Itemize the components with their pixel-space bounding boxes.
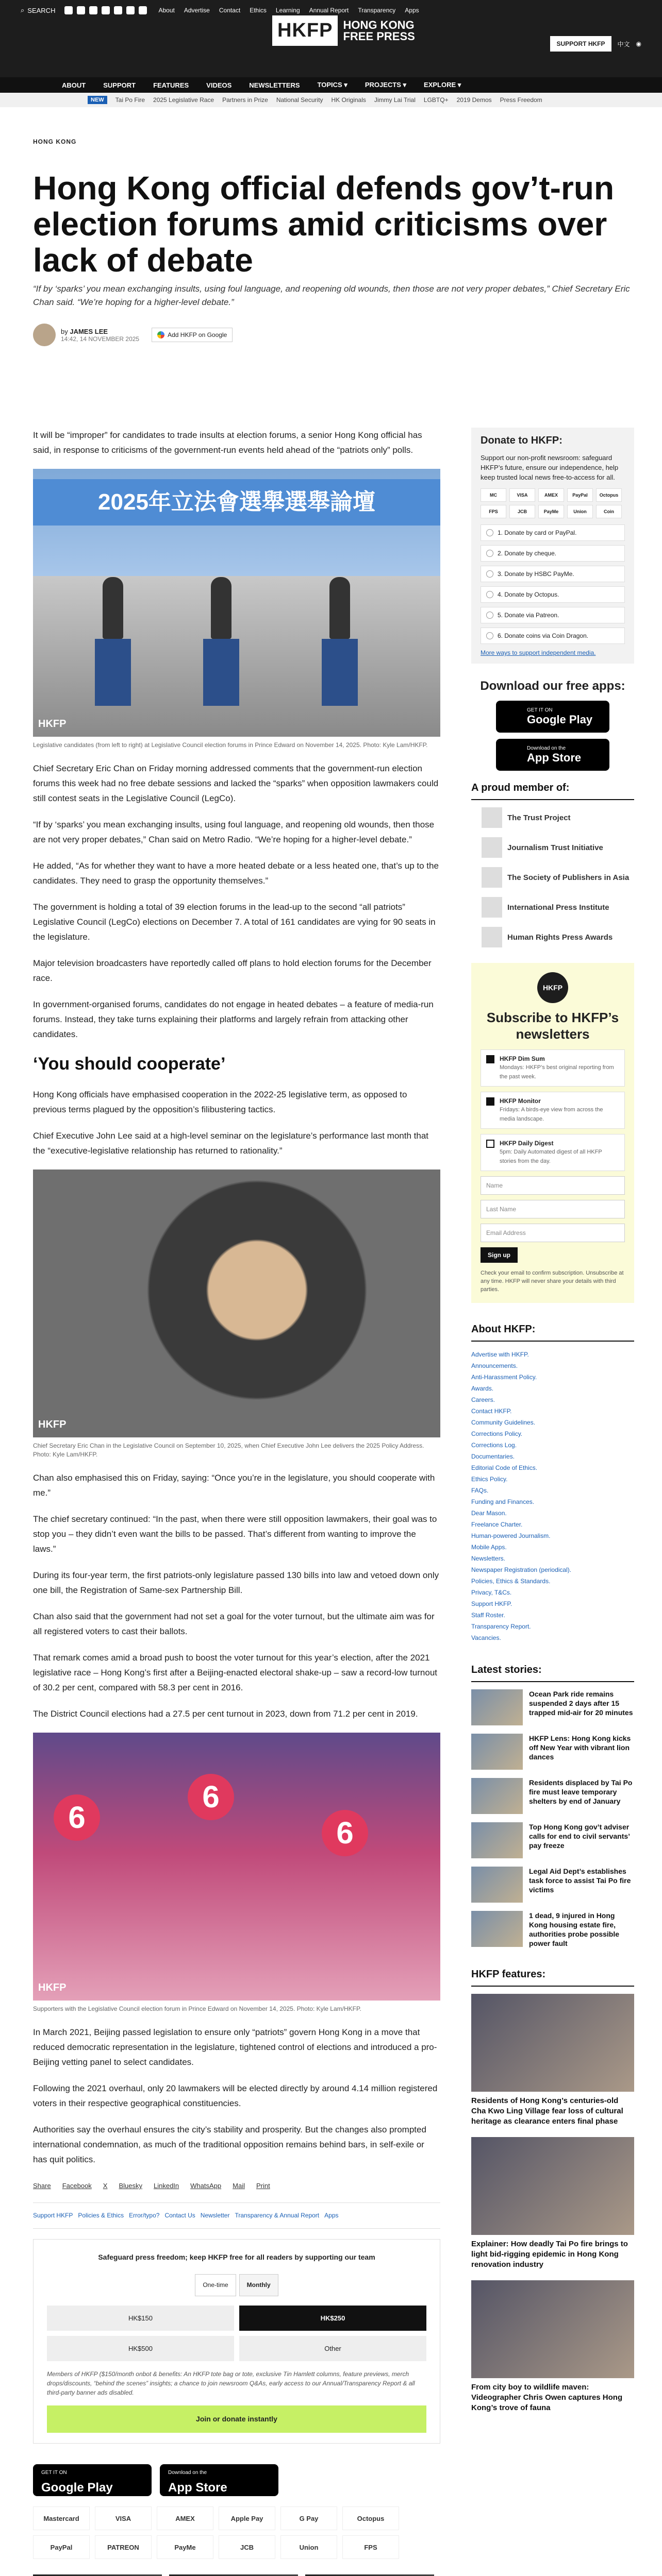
footer-app-badges (33, 2464, 440, 2496)
main-nav (0, 77, 662, 93)
paragraph: The government is holding a total of 39 election forums in the lead-up to the second “all patriots” Legislative Council (LegCo) elections on December 7. A total of 161 candidates are vying for 90 seats in the legislature. (33, 902, 436, 942)
radio-icon (486, 591, 493, 598)
amount-option[interactable]: Other (239, 2336, 426, 2361)
nav-videos[interactable]: VIDEOS (206, 81, 232, 89)
org-logo-icon (482, 927, 502, 947)
sidebar-google-play[interactable] (496, 701, 609, 733)
latest-story[interactable] (471, 1911, 634, 1948)
share-x[interactable]: X (103, 2182, 108, 2190)
card-logo: JCB (509, 505, 535, 518)
proud-member-title: A proud member of: (471, 777, 634, 800)
share-whatsapp[interactable]: WhatsApp (190, 2182, 222, 2190)
story-thumbnail (471, 1822, 523, 1858)
about-link[interactable]: Community Guidelines. (471, 1419, 536, 1426)
feature-image (471, 2137, 634, 2235)
about-link[interactable]: Policies, Ethics & Standards. (471, 1578, 551, 1585)
payment-methods (33, 2506, 440, 2559)
nav-projects[interactable]: PROJECTS ▾ (365, 81, 407, 89)
subnav-item[interactable]: Press Freedom (500, 96, 542, 104)
feature-story[interactable] (471, 2280, 634, 2413)
about-link[interactable]: Contact HKFP. (471, 1408, 512, 1415)
top-link[interactable]: Apps (405, 7, 419, 14)
about-link[interactable]: Dear Mason. (471, 1510, 507, 1517)
feature-title: From city boy to wildlife maven: Videographer Chris Owen captures Hong Kong’s trove of fauna (471, 2383, 623, 2412)
more-ways-link[interactable]: More ways to support independent media. (481, 649, 596, 656)
paragraph: Chief Executive John Lee said at a high-level seminar on the legislature’s performance last month that the “executive-legislative relationship has returned to rationality.” (33, 1131, 429, 1156)
latest-stories (471, 1689, 634, 1948)
story-thumbnail (471, 1734, 523, 1770)
photo-caption: Supporters with the Legislative Council election forum in Prince Edward on November 14, 2025. Photo: Kyle Lam/HKFP. (33, 2005, 361, 2012)
nav-explore[interactable]: EXPLORE ▾ (424, 81, 461, 89)
donate-option-label: 1. Donate by card or PayPal. (498, 529, 577, 536)
candidate-figure (329, 577, 350, 639)
checkbox-unchecked[interactable] (486, 1140, 494, 1148)
podium (95, 639, 131, 706)
about-link[interactable]: Vacancies. (471, 1634, 501, 1641)
support-hkfp-button[interactable]: SUPPORT HKFP (550, 36, 611, 52)
share-mail[interactable]: Mail (233, 2182, 245, 2190)
feature-title: Residents of Hong Kong’s centuries-old Cha Kwo Ling Village fear loss of cultural heritage as clearance enters final phase (471, 2096, 623, 2126)
social-links (64, 6, 147, 14)
search-button[interactable] (21, 6, 55, 14)
google-play-big: Google Play (527, 713, 593, 726)
paragraph: In government-organised forums, candidates do not engage in heated debates – a feature of media-run forums. Instead, they take turns explaining their platforms and largely refrain from attacking other candidates. (33, 999, 434, 1039)
bluesky-icon[interactable] (126, 6, 135, 14)
sidebar-donate-lead: Support our non-profit newsroom: safeguard HKFP’s future, ensure our independence, help keep trusted local news free-to-access for all. (481, 454, 619, 481)
name-field[interactable]: Name (481, 1176, 625, 1195)
donation-frequency-tabs (47, 2274, 426, 2296)
nav-about[interactable]: ABOUT (62, 81, 86, 89)
story-thumbnail (471, 1911, 523, 1947)
search-label: SEARCH (27, 6, 56, 14)
youtube-icon[interactable] (102, 6, 110, 14)
app-store-small: Download on the (168, 2470, 207, 2476)
subnav-item[interactable]: Jimmy Lai Trial (374, 96, 416, 104)
org-logo-icon (482, 837, 502, 858)
latest-title: Latest stories: (471, 1659, 634, 1682)
paragraph: Chan also emphasised this on Friday, saying: “Once you’re in the legislature, you should cooperate with me.” (33, 1473, 435, 1498)
org-logo-icon (482, 867, 502, 888)
radio-icon (486, 529, 493, 536)
sidebar-app-store[interactable] (496, 739, 609, 771)
org-name: The Society of Publishers in Asia (507, 873, 630, 882)
story-title: HKFP Lens: Hong Kong kicks off New Year with vibrant lion dances (529, 1734, 631, 1761)
by-prefix: by (61, 327, 68, 335)
org-logo-icon (482, 897, 502, 918)
amount-option[interactable]: HK$500 (47, 2336, 234, 2361)
app-store-big: App Store (168, 2481, 227, 2495)
donate-option[interactable] (481, 607, 625, 623)
article-photo-eric-chan[interactable] (33, 1170, 440, 1437)
donate-option[interactable] (481, 586, 625, 603)
share-linkedin[interactable]: LinkedIn (154, 2182, 179, 2190)
about-link[interactable]: Human-powered Journalism. (471, 1532, 551, 1539)
radio-icon (486, 570, 493, 578)
instagram-icon[interactable] (89, 6, 97, 14)
top-link[interactable]: Transparency (358, 7, 396, 14)
tab-monthly[interactable]: Monthly (239, 2274, 278, 2296)
subnav-item[interactable]: Partners in Prize (222, 96, 268, 104)
payment-logo: JCB (219, 2535, 275, 2559)
support-links (33, 2202, 440, 2229)
article-body (33, 428, 440, 2576)
article-standfirst: “If by ‘sparks’ you mean exchanging insults, using foul language, and reopening old wounds, then those are not very proper debates,” Chief Secretary Eric Chan said. “We’re hoping for a higher-level debate.” (33, 284, 630, 307)
member-org[interactable] (482, 837, 634, 858)
google-play-small: GET IT ON (41, 2470, 67, 2476)
newsletter-name: HKFP Monitor (500, 1097, 541, 1105)
about-link[interactable]: Mobile Apps. (471, 1544, 507, 1551)
top-links (158, 7, 419, 14)
about-link[interactable]: Documentaries. (471, 1453, 515, 1460)
top-bar (0, 0, 662, 77)
story-thumbnail (471, 1689, 523, 1725)
donate-option-label: 5. Donate via Patreon. (498, 612, 559, 619)
card-logo: Octopus (596, 488, 622, 502)
sidebar (471, 428, 634, 2424)
nav-topics[interactable]: TOPICS ▾ (317, 81, 347, 89)
features-title: HKFP features: (471, 1963, 634, 1987)
nav-newsletters[interactable]: NEWSLETTERS (249, 81, 300, 89)
mail-icon[interactable] (139, 6, 147, 14)
author-name[interactable]: JAMES LEE (70, 327, 108, 335)
payment-logo: VISA (95, 2506, 152, 2530)
paragraph: In March 2021, Beijing passed legislation to ensure only “patriots” govern Hong Kong in a move that reduced democratic representation in the legislature, tightened control of elections and introduced a pro-Beijing vetting panel to select candidates. (33, 2027, 437, 2067)
payment-logo: G Pay (280, 2506, 337, 2530)
amount-option[interactable]: HK$150 (47, 2306, 234, 2331)
support-link[interactable]: Policies & Ethics (78, 2212, 124, 2219)
donate-option[interactable] (481, 524, 625, 541)
card-logo: Coin (596, 505, 622, 518)
radio-icon (486, 550, 493, 557)
support-link[interactable]: Error/typo? (129, 2212, 160, 2219)
site-logo[interactable] (272, 15, 415, 46)
org-name: International Press Institute (507, 903, 609, 912)
card-logo: PayPal (567, 488, 593, 502)
subnav-item[interactable]: National Security (276, 96, 323, 104)
newsletter-desc: Mondays: HKFP’s best original reporting from the past week. (500, 1064, 614, 1080)
about-link[interactable]: Staff Roster. (471, 1612, 505, 1619)
about-link[interactable]: Corrections Log. (471, 1442, 517, 1449)
top-link[interactable]: About (158, 7, 175, 14)
join-donate-button[interactable]: Join or donate instantly (47, 2405, 426, 2433)
nav-support[interactable]: SUPPORT (103, 81, 136, 89)
about-link[interactable]: Privacy, T&Cs. (471, 1589, 512, 1596)
email-field[interactable]: Email Address (481, 1224, 625, 1242)
card-logo: AMEX (538, 488, 564, 502)
top-link[interactable]: Advertise (184, 7, 210, 14)
story-title: 1 dead, 9 injured in Hong Kong housing estate fire, authorities probe possible power fault (529, 1911, 620, 1947)
forum-banner: 2025年立法會選舉選舉論壇 (33, 479, 440, 526)
x-icon[interactable] (64, 6, 73, 14)
paragraph: The District Council elections had a 27.5 per cent turnout in 2023, down from 71.2 per cent in 2019. (33, 1709, 418, 1719)
app-store-big: App Store (527, 751, 582, 764)
member-org[interactable] (482, 897, 634, 918)
photo-caption: Chief Secretary Eric Chan in the Legislative Council on September 10, 2025, when Chief Executive John Lee delivers the 2025 Policy Address. Photo: Kyle Lam/HKFP. (33, 1442, 424, 1458)
newsletter-desc: Fridays: A birds-eye view from across the media landscape. (500, 1107, 603, 1122)
paragraph: Hong Kong officials have emphasised cooperation in the 2022-25 legislative term, as opposed to previous terms plagued by the opposition’s filibustering tactics. (33, 1090, 407, 1114)
sign-up-button[interactable]: Sign up (481, 1247, 518, 1263)
podium (203, 639, 239, 706)
feature-title: Explainer: How deadly Tai Po fire brings to light bid-rigging epidemic in Hong Kong renovation industry (471, 2240, 628, 2269)
top-link[interactable]: Annual Report (309, 7, 349, 14)
newsletter-option[interactable] (481, 1049, 625, 1087)
feature-story[interactable] (471, 2137, 634, 2270)
google-play-button[interactable] (33, 2464, 152, 2496)
member-orgs (482, 807, 634, 947)
google-icon (157, 331, 164, 338)
about-link[interactable]: FAQs. (471, 1487, 489, 1494)
radio-icon (486, 612, 493, 619)
share-bluesky[interactable]: Bluesky (119, 2182, 142, 2190)
sidebar-donate-title: Donate to HKFP: (481, 435, 562, 446)
feature-image (471, 1994, 634, 2092)
paragraph: During its four-year term, the first patriots-only legislature passed 130 bills into law and vetoed down only one bill, the Registration of Same-sex Partnership Bill. (33, 1570, 439, 1595)
donation-title: Safeguard press freedom; keep HKFP free for all readers by supporting our team (98, 2253, 375, 2261)
candidate-figure (211, 577, 231, 639)
author-avatar (33, 324, 56, 346)
paragraph: The chief secretary continued: “In the past, when there were still opposition lawmakers, their goal was to stop you – they didn’t even want the bills to be passed. That’s different from wanting to improve the laws.” (33, 1514, 437, 1554)
publish-date: 14:42, 14 NOVEMBER 2025 (61, 335, 140, 343)
about-link[interactable]: Careers. (471, 1396, 495, 1403)
card-logo: FPS (481, 505, 506, 518)
donate-option-label: 6. Donate coins via Coin Dragon. (498, 632, 589, 639)
member-org[interactable] (482, 867, 634, 888)
facebook-icon[interactable] (77, 6, 85, 14)
share-label: Share (33, 2182, 51, 2190)
paragraph: Chief Secretary Eric Chan on Friday morning addressed comments that the government-run election forums this week had no free debate sessions and lacked the “sparks” when opposition lawmakers could still contest seats in the Legislative Council (LegCo). (33, 764, 439, 803)
story-thumbnail (471, 1867, 523, 1903)
payment-logo: Union (280, 2535, 337, 2559)
top-link[interactable]: Ethics (250, 7, 267, 14)
about-link[interactable]: Support HKFP. (471, 1600, 512, 1607)
support-link[interactable]: Newsletter (200, 2212, 230, 2219)
top-link[interactable]: Learning (275, 7, 300, 14)
number-sign: 6 (322, 1810, 368, 1856)
section-tag[interactable]: HONG KONG (33, 138, 77, 145)
newsletter-option[interactable] (481, 1134, 625, 1171)
payment-logo: FPS (342, 2535, 399, 2559)
payment-logo: PATREON (95, 2535, 152, 2559)
paragraph: He added, “As for whether they want to have a more heated debate or a less heated one, that’s up to the candidates. They need to grasp the opportunity themselves.” (33, 861, 439, 886)
about-link[interactable]: Anti-Harassment Policy. (471, 1374, 537, 1381)
about-link[interactable]: Awards. (471, 1385, 494, 1392)
story-title: Residents displaced by Tai Po fire must leave temporary shelters by end of January (529, 1778, 633, 1805)
latest-story[interactable] (471, 1734, 634, 1770)
paragraph: Following the 2021 overhaul, only 20 lawmakers will be elected directly by around 4.14 million registered voters in their respective geographical constituencies. (33, 2083, 438, 2108)
newsletter-logo: HKFP (537, 972, 568, 1003)
feature-image (471, 2280, 634, 2378)
latest-story[interactable] (471, 1778, 634, 1814)
paragraph: Major television broadcasters have reportedly called off plans to hold election forums for the December race. (33, 958, 432, 983)
org-logo-icon (482, 807, 502, 828)
last-name-field[interactable]: Last Name (481, 1200, 625, 1218)
card-logo: VISA (509, 488, 535, 502)
donation-box (33, 2239, 440, 2444)
article-headline: Hong Kong official defends gov’t-run election forums amid criticisms over lack of debate (33, 170, 615, 279)
support-link[interactable]: Apps (324, 2212, 339, 2219)
newsletter-name: HKFP Daily Digest (500, 1140, 554, 1147)
paragraph: That remark comes amid a broad push to boost the voter turnout for this year’s election, after the 2021 legislative race – Hong Kong’s first after a Beijing-enacted electoral shake-up – saw a record-low turnout of 30.2 per cent, compared with 58.3 per cent in 2016. (33, 1653, 437, 1692)
newsletter-option[interactable] (481, 1092, 625, 1129)
logo-text (343, 20, 415, 42)
logo-mark: HKFP (272, 15, 338, 46)
checkbox-checked[interactable] (486, 1097, 494, 1106)
podium (322, 639, 358, 706)
sidebar-card-logos (481, 488, 625, 518)
subnav-item[interactable]: 2025 Legislative Race (153, 96, 214, 104)
photo-watermark: HKFP (38, 718, 67, 730)
top-link[interactable]: Contact (219, 7, 241, 14)
logo-text-line2: FREE PRESS (343, 29, 415, 43)
article-photo-supporters[interactable] (33, 1733, 440, 2001)
payment-logo: Mastercard (33, 2506, 90, 2530)
about-link[interactable]: Transparency Report. (471, 1623, 531, 1630)
about-link[interactable]: Freelance Charter. (471, 1521, 523, 1528)
donate-option-label: 3. Donate by HSBC PayMe. (498, 570, 574, 578)
card-logo: MC (481, 488, 506, 502)
about-link[interactable]: Editorial Code of Ethics. (471, 1464, 538, 1471)
donate-option-label: 2. Donate by cheque. (498, 550, 557, 557)
sub-nav (0, 93, 662, 107)
donate-option[interactable] (481, 628, 625, 644)
paragraph: Authorities say the overhaul ensures the city’s stability and prosperity. But the changes also prompted international condemnation, as much of the traditional opposition remains behind bars, in self-exile or has quit politics. (33, 2125, 426, 2164)
threads-icon[interactable] (114, 6, 122, 14)
donate-option[interactable] (481, 566, 625, 582)
number-sign: 6 (188, 1774, 234, 1820)
support-link[interactable]: Contact Us (164, 2212, 195, 2219)
org-name: The Trust Project (507, 813, 571, 822)
payment-logo: Apple Pay (219, 2506, 275, 2530)
user-icon[interactable]: ◉ (636, 40, 641, 47)
paragraph: Chan also said that the government had not set a goal for the voter turnout, but the ultimate aim was for all registered voters to cast their ballots. (33, 1612, 435, 1636)
donation-amounts (47, 2306, 426, 2361)
membership-note: Members of HKFP ($150/month onbot & benefits: An HKFP tote bag or tote, exclusive Tin Hamlett columns, feature previews, merch drops/discounts, “behind the scenes” insights; a chance to join newsroom Q&As, early access to our Annual/Transparency Report & all third-party banner ads disabled. (47, 2370, 415, 2396)
article-photo-forum[interactable] (33, 469, 440, 737)
checkbox-checked[interactable] (486, 1055, 494, 1063)
candidate-figure (103, 577, 123, 639)
payment-logo: AMEX (157, 2506, 213, 2530)
share-print[interactable]: Print (256, 2182, 270, 2190)
newsletter-desc: 5pm: Daily Automated digest of all HKFP stories from the day. (500, 1149, 602, 1164)
payment-logo: PayMe (157, 2535, 213, 2559)
latest-story[interactable] (471, 1822, 634, 1858)
photo-watermark: HKFP (38, 1419, 67, 1430)
follow-label: Add HKFP on Google (168, 331, 227, 338)
donate-option-label: 4. Donate by Octopus. (498, 591, 559, 598)
new-badge: NEW (88, 96, 107, 104)
member-org[interactable] (482, 807, 634, 828)
app-store-button[interactable] (160, 2464, 278, 2496)
google-play-big: Google Play (41, 2481, 113, 2495)
number-sign: 6 (54, 1794, 100, 1841)
tab-one-time[interactable]: One-time (195, 2274, 236, 2296)
about-links (471, 1349, 634, 1643)
app-store-small: Download on the (527, 745, 566, 751)
about-link[interactable]: Newsletters. (471, 1555, 506, 1562)
story-thumbnail (471, 1778, 523, 1814)
card-logo: PayMe (538, 505, 564, 518)
sidebar-donate (471, 428, 634, 664)
newsletter-note: Check your email to confirm subscription. Unsubscribe at any time. HKFP will never share your details with third parties. (481, 1270, 624, 1293)
logo-text-line1: HONG KONG (343, 18, 415, 31)
about-link[interactable]: Announcements. (471, 1362, 518, 1369)
newsletter-signup (471, 963, 634, 1303)
support-link[interactable]: Support HKFP (33, 2212, 73, 2219)
subnav-item[interactable]: HK Originals (331, 96, 366, 104)
org-name: Human Rights Press Awards (507, 933, 613, 942)
story-title: Top Hong Kong gov’t adviser calls for end to civil servants’ pay freeze (529, 1823, 630, 1850)
about-link[interactable]: Ethics Policy. (471, 1476, 508, 1483)
subnav-item[interactable]: LGBTQ+ (423, 96, 449, 104)
about-title: About HKFP: (471, 1318, 634, 1342)
about-link[interactable]: Funding and Finances. (471, 1498, 535, 1505)
paragraph: It will be “improper” for candidates to trade insults at election forums, a senior Hong Kong official has said, in response to criticisms of the government-run events held ahead of the “patriots only” polls. (33, 430, 422, 455)
header-actions (550, 36, 641, 52)
section-heading: ‘You should cooperate’ (33, 1054, 226, 1074)
subnav-item[interactable]: 2019 Demos (456, 96, 492, 104)
subnav-item[interactable]: Tai Po Fire (115, 96, 145, 104)
card-logo: Union (567, 505, 593, 518)
google-play-small: GET IT ON (527, 707, 553, 713)
share-bar (33, 2178, 440, 2193)
byline-meta (61, 328, 139, 343)
story-title: Ocean Park ride remains suspended 2 days after 15 trapped mid-air for 20 minutes (529, 1690, 633, 1717)
support-link[interactable]: Transparency & Annual Report (235, 2212, 320, 2219)
latest-story[interactable] (471, 1689, 634, 1725)
nav-features[interactable]: FEATURES (153, 81, 189, 89)
payment-logo: PayPal (33, 2535, 90, 2559)
about-link[interactable]: Newspaper Registration (periodical). (471, 1566, 572, 1573)
story-title: Legal Aid Dept’s establishes task force to assist Tai Po fire victims (529, 1867, 631, 1894)
photo-caption: Legislative candidates (from left to right) at Legislative Council election forums in Prince Edward on November 14, 2025. Photo: Kyle Lam/HKFP. (33, 741, 428, 749)
share-facebook[interactable]: Facebook (62, 2182, 92, 2190)
payment-logo: Octopus (342, 2506, 399, 2530)
follow-google-button[interactable] (152, 328, 233, 342)
newsletter-title: Subscribe to HKFP’s newsletters (486, 1010, 619, 1042)
paragraph: “If by ‘sparks’ you mean exchanging insults, using foul language, and reopening old wounds, then those are not very proper debates,” Chan said on Metro Radio. “We’re hoping for a higher-level debate.” (33, 820, 435, 844)
language-link[interactable]: 中文 (617, 40, 630, 48)
about-link[interactable]: Advertise with HKFP. (471, 1351, 529, 1358)
search-icon: ⌕ (21, 6, 25, 14)
download-apps-title: Download our free apps: (480, 679, 625, 693)
member-org[interactable] (482, 927, 634, 947)
radio-icon (486, 632, 493, 639)
photo-watermark: HKFP (38, 1982, 67, 1993)
about-link[interactable]: Corrections Policy. (471, 1430, 523, 1437)
feature-story[interactable] (471, 1994, 634, 2127)
org-name: Journalism Trust Initiative (507, 843, 603, 852)
donate-option[interactable] (481, 545, 625, 562)
amount-option-selected[interactable]: HK$250 (239, 2306, 426, 2331)
byline (33, 319, 641, 350)
newsletter-name: HKFP Dim Sum (500, 1055, 545, 1062)
latest-story[interactable] (471, 1867, 634, 1903)
